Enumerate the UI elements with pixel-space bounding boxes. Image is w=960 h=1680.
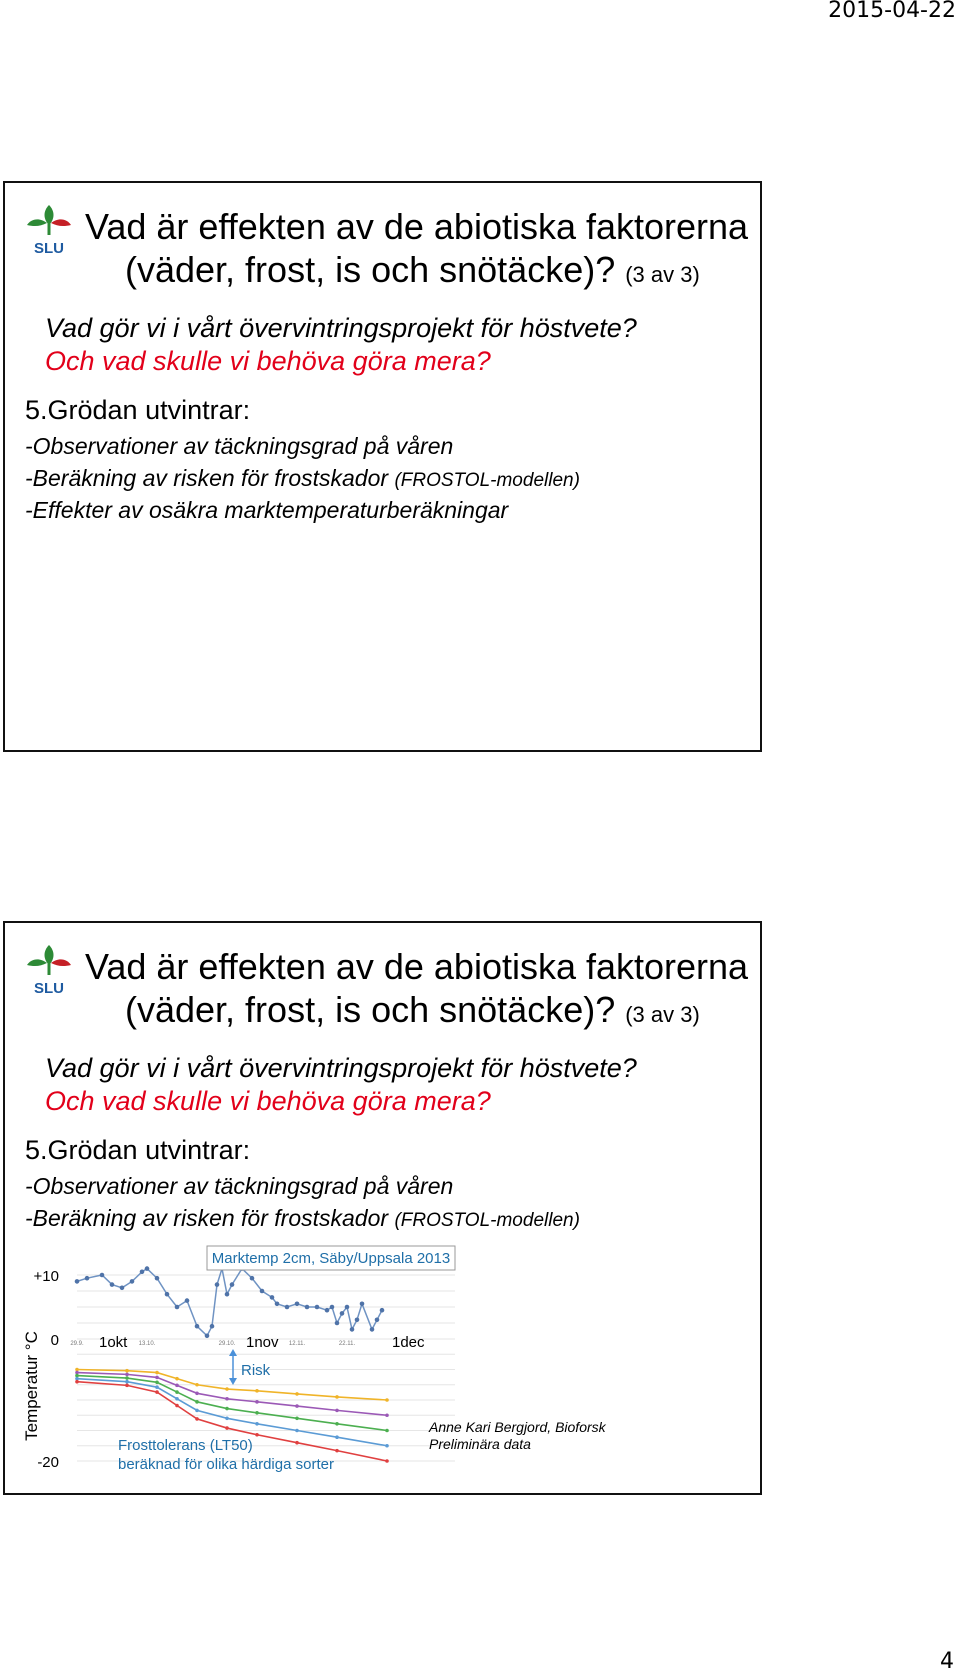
question-red: Och vad skulle vi behöva göra mera?: [45, 1086, 491, 1116]
lt50-point: [255, 1433, 259, 1437]
temperature-point: [295, 1302, 300, 1307]
question-black: Vad gör vi i vårt övervintringsprojekt för höstvete?: [45, 1053, 637, 1083]
temperature-point: [355, 1318, 360, 1323]
lt50-point: [175, 1377, 179, 1381]
lt50-point: [195, 1383, 199, 1387]
bullet-text: -Effekter av osäkra marktemperaturberäkningar: [25, 497, 509, 523]
lt50-point: [225, 1426, 229, 1430]
y-axis-label: Temperatur °C: [22, 1331, 41, 1441]
temperature-point: [165, 1292, 170, 1297]
lt50-point: [195, 1409, 199, 1413]
lt50-point: [125, 1376, 129, 1380]
temperature-point: [370, 1327, 375, 1332]
lt50-point: [255, 1411, 259, 1415]
temperature-point: [250, 1276, 255, 1281]
x-small-tick-label: 29.9.: [70, 1341, 84, 1347]
temperature-point: [340, 1311, 345, 1316]
lt50-point: [255, 1422, 259, 1426]
temperature-point: [345, 1305, 350, 1310]
crop-heading: 5.Grödan utvintrar:: [25, 395, 251, 425]
lt50-point: [175, 1390, 179, 1394]
bullet-note: (FROSTOL-modellen): [394, 1210, 580, 1231]
bullet-text: -Beräkning av risken för frostskador: [25, 1205, 389, 1231]
bullet-text: -Observationer av täckningsgrad på våren: [25, 433, 454, 459]
lt50-point: [255, 1389, 259, 1393]
lt50-point: [155, 1371, 159, 1375]
temperature-point: [270, 1295, 275, 1300]
bullet-text: -Beräkning av risken för frostskador: [25, 465, 389, 491]
bullet-note: (FROSTOL-modellen): [394, 470, 580, 491]
bullet-item: [25, 497, 508, 524]
slide-2: [3, 921, 762, 1495]
lt50-point: [295, 1417, 299, 1421]
bullet-item: [25, 1205, 580, 1232]
temperature-point: [325, 1308, 330, 1313]
temperature-point: [155, 1276, 160, 1281]
y-tick-label: -20: [37, 1454, 59, 1471]
credit-line-2: Preliminära data: [429, 1436, 531, 1452]
lt50-point: [195, 1391, 199, 1395]
lt50-point: [295, 1429, 299, 1433]
credit-line-1: Anne Kari Bergjord, Bioforsk: [429, 1419, 606, 1435]
lt50-point: [385, 1429, 389, 1433]
temperature-point: [140, 1270, 145, 1275]
x-small-tick-label: 13.10.: [138, 1341, 156, 1347]
lt50-point: [225, 1397, 229, 1401]
lt50-point: [225, 1417, 229, 1421]
slu-logo: [21, 941, 77, 997]
bullet-item: [25, 1173, 453, 1200]
risk-label: Risk: [241, 1362, 271, 1379]
temperature-chart: [15, 1242, 760, 1494]
x-small-tick-label: 12.11.: [288, 1341, 306, 1347]
temperature-point: [130, 1279, 135, 1284]
lt50-point: [155, 1376, 159, 1380]
lt50-point: [125, 1373, 129, 1377]
lt50-point: [155, 1385, 159, 1389]
lt50-point: [335, 1449, 339, 1453]
lt50-point: [155, 1390, 159, 1394]
page-number: 4: [940, 1649, 954, 1674]
logo-text: SLU: [34, 980, 64, 997]
lt50-point: [125, 1369, 129, 1373]
temperature-point: [195, 1324, 200, 1329]
x-tick-label: 1okt: [99, 1334, 128, 1351]
crop-heading: 5.Grödan utvintrar:: [25, 1135, 251, 1165]
lt50-point: [125, 1380, 129, 1384]
temperature-point: [360, 1302, 365, 1307]
x-small-tick-label: 29.10.: [218, 1341, 236, 1347]
lt50-point: [255, 1400, 259, 1404]
lt50-point: [125, 1384, 129, 1388]
temperature-point: [285, 1305, 290, 1310]
lt50-point: [385, 1459, 389, 1463]
lt50-point: [385, 1413, 389, 1417]
lt50-point: [335, 1395, 339, 1399]
lt50-point: [295, 1404, 299, 1408]
title-line-1: Vad är effekten av de abiotiska faktorerna: [85, 206, 749, 247]
x-small-tick-label: 22.11.: [338, 1341, 356, 1347]
bullet-item: [25, 433, 453, 460]
lt50-point: [195, 1417, 199, 1421]
temperature-point: [275, 1302, 280, 1307]
temperature-point: [225, 1292, 230, 1297]
bullet-item: [25, 465, 580, 492]
temperature-point: [380, 1308, 385, 1313]
lt50-point: [225, 1407, 229, 1411]
question-red: Och vad skulle vi behöva göra mera?: [45, 346, 491, 376]
slide-1: [3, 181, 762, 752]
lt50-point: [175, 1404, 179, 1408]
title-part-indicator: (3 av 3): [625, 1002, 700, 1027]
title-line-1: Vad är effekten av de abiotiska faktorerna: [85, 946, 749, 987]
print-date: 2015-04-22: [828, 0, 956, 23]
temperature-point: [230, 1282, 235, 1287]
temperature-point: [185, 1298, 190, 1303]
question-black: Vad gör vi i vårt övervintringsprojekt för höstvete?: [45, 313, 637, 343]
slide-title: [85, 205, 748, 296]
lt50-point: [75, 1380, 79, 1384]
lt50-point: [175, 1384, 179, 1388]
temperature-point: [305, 1305, 310, 1310]
x-tick-label: 1dec: [392, 1334, 425, 1351]
temperature-point: [145, 1266, 150, 1271]
title-line-2: (väder, frost, is och snötäcke)?: [125, 989, 616, 1030]
logo-text: SLU: [34, 240, 64, 257]
temperature-point: [205, 1334, 210, 1339]
temperature-point: [330, 1305, 335, 1310]
lt50-point: [335, 1409, 339, 1413]
temperature-point: [110, 1282, 115, 1287]
temperature-point: [75, 1279, 80, 1284]
lt50-point: [175, 1397, 179, 1401]
temperature-point: [175, 1305, 180, 1310]
x-tick-label: 1nov: [246, 1334, 279, 1351]
temperature-point: [120, 1286, 125, 1291]
slu-logo: [21, 201, 77, 257]
title-part-indicator: (3 av 3): [625, 262, 700, 287]
temperature-point: [375, 1318, 380, 1323]
lt50-point: [195, 1400, 199, 1404]
slide-title: [85, 945, 748, 1036]
bullet-text: -Observationer av täckningsgrad på våren: [25, 1173, 454, 1199]
lt50-point: [335, 1422, 339, 1426]
temperature-point: [260, 1289, 265, 1294]
temperature-point: [215, 1282, 220, 1287]
lt50-point: [385, 1444, 389, 1448]
y-tick-label: 0: [50, 1332, 59, 1349]
y-tick-label: +10: [33, 1268, 59, 1285]
lt50-point: [385, 1398, 389, 1402]
lt50-point: [155, 1381, 159, 1385]
title-line-2: (väder, frost, is och snötäcke)?: [125, 249, 616, 290]
lt50-point: [295, 1392, 299, 1396]
temperature-point: [350, 1327, 355, 1332]
temperature-point: [85, 1276, 90, 1281]
temperature-point: [315, 1305, 320, 1310]
frost-label-line-1: Frosttolerans (LT50): [118, 1437, 253, 1454]
lt50-point: [335, 1435, 339, 1439]
chart-title: Marktemp 2cm, Säby/Uppsala 2013: [211, 1250, 451, 1267]
frost-label-line-2: beräknad för olika härdiga sorter: [118, 1456, 334, 1473]
temperature-point: [100, 1273, 105, 1278]
lt50-point: [225, 1387, 229, 1391]
lt50-point: [295, 1441, 299, 1445]
temperature-point: [335, 1321, 340, 1326]
temperature-point: [210, 1324, 215, 1329]
